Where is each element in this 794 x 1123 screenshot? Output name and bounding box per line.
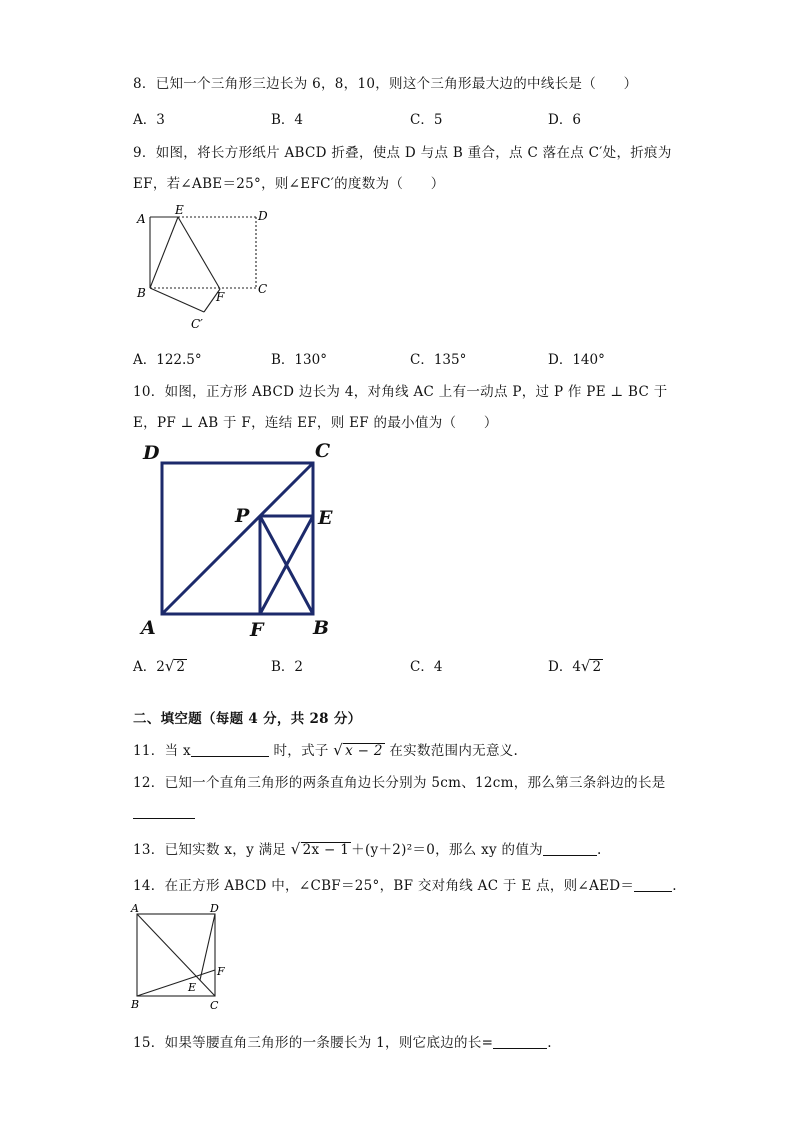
q10-option-c[interactable]: C．4	[410, 659, 443, 675]
q9-label-c-prime: C′	[191, 317, 203, 331]
q14-segment-ed	[200, 914, 215, 980]
q14-label-b: B	[131, 998, 140, 1011]
q10-option-d-radicand: 2	[592, 659, 602, 675]
sqrt-icon: √	[164, 657, 175, 675]
q10-line2: E，PF ⊥ AB 于 F，连结 EF，则 EF 的最小值为（ ）	[133, 415, 498, 431]
q13-blank[interactable]	[543, 841, 597, 856]
q10-option-a-coef: 2	[156, 659, 165, 675]
q15-post: .	[547, 1035, 552, 1051]
q11-line	[133, 739, 518, 759]
q10-option-a[interactable]	[133, 655, 187, 675]
q15-blank[interactable]	[493, 1034, 547, 1049]
q9-label-e: E	[175, 204, 184, 217]
q14-label-a: A	[131, 902, 139, 915]
q14-label-c: C	[210, 999, 219, 1012]
q11-mid: 时，式子	[273, 743, 329, 759]
q10-label-p: P	[235, 505, 250, 527]
q10-label-a: A	[141, 617, 156, 639]
q9-line2: EF，若∠ABE＝25°，则∠EFC′的度数为（ ）	[133, 176, 445, 192]
q9-label-a: A	[137, 212, 146, 226]
q9-line1: 9．如图，将长方形纸片 ABCD 折叠，使点 D 与点 B 重合，点 C 落在点 C′处，折痕为	[133, 145, 672, 161]
q8-text: 8．已知一个三角形三边长为 6，8，10，则这个三角形最大边的中线长是（ ）	[133, 76, 638, 92]
q9-option-a[interactable]: A．122.5°	[133, 352, 202, 368]
q14-label-d: D	[210, 902, 219, 915]
q10-label-d: D	[143, 442, 160, 464]
q14-line	[133, 874, 677, 894]
q10-option-a-radicand: 2	[176, 659, 185, 675]
q10-option-b[interactable]: B．2	[271, 659, 304, 675]
q14-figure	[128, 900, 232, 1016]
q9-label-b: B	[137, 286, 146, 300]
q10-label-f: F	[250, 619, 264, 641]
q10-option-a-label: A．	[133, 659, 157, 675]
q12-answer-line	[133, 804, 195, 821]
q9-label-d: D	[258, 209, 268, 223]
q15-text: 15．如果等腰直角三角形的一条腰长为 1，则它底边的长=	[133, 1035, 494, 1051]
q9-option-d[interactable]: D．140°	[548, 352, 605, 368]
q12-text: 12．已知一个直角三角形的两条直角边长分别为 5cm、12cm，那么第三条斜边的长是	[133, 775, 666, 791]
q9-segment-be	[150, 217, 178, 288]
q10-label-c: C	[315, 440, 331, 462]
q9-label-f: F	[216, 290, 225, 304]
q10-label-b: B	[313, 617, 330, 639]
q9-figure	[132, 204, 277, 336]
q10-label-e: E	[318, 507, 333, 529]
q11-radicand: x − 2	[345, 743, 383, 759]
q14-blank[interactable]	[634, 877, 672, 892]
q10-line1: 10．如图，正方形 ABCD 边长为 4，对角线 AC 上有一动点 P，过 P 作 PE ⊥ BC 于	[133, 384, 668, 400]
q14-label-f: F	[217, 965, 225, 978]
q8-option-b[interactable]: B．4	[271, 112, 304, 128]
q8-option-a[interactable]: A．3	[133, 112, 165, 128]
q13-line	[133, 838, 602, 858]
q14-text: 14．在正方形 ABCD 中，∠CBF＝25°，BF 交对角线 AC 于 E 点，则∠AED＝	[133, 878, 635, 894]
section2-title: 二、填空题（每题 4 分，共 28 分）	[133, 711, 362, 727]
q9-option-b[interactable]: B．130°	[271, 352, 327, 368]
q9-segment-bcp	[150, 288, 204, 312]
q12-blank[interactable]	[133, 804, 195, 819]
sqrt-icon: √	[333, 741, 344, 759]
q9-option-c[interactable]: C．135°	[410, 352, 467, 368]
q14-diagonal-ac	[137, 914, 215, 996]
q14-label-e: E	[188, 981, 197, 994]
q13-mid: ＋(y＋2)²＝0，那么 xy 的值为	[351, 842, 543, 858]
q9-label-c: C	[258, 282, 268, 296]
q13-pre: 13．已知实数 x，y 满足	[133, 842, 287, 858]
q10-option-d-coef: 4	[572, 659, 581, 675]
q9-segment-ef	[178, 217, 220, 289]
q14-post: .	[672, 878, 677, 894]
q13-radicand: 2x − 1	[302, 842, 350, 858]
q15-line	[133, 1031, 552, 1051]
q10-option-d[interactable]	[548, 655, 603, 675]
q8-option-d[interactable]: D．6	[548, 112, 581, 128]
q10-figure	[132, 436, 352, 646]
q11-blank[interactable]	[191, 742, 269, 757]
sqrt-icon: √	[290, 840, 301, 858]
sqrt-icon: √	[580, 657, 591, 675]
q11-post: 在实数范围内无意义.	[389, 743, 519, 759]
q10-option-d-label: D．	[548, 659, 573, 675]
q10-diagonal-ac	[162, 463, 313, 614]
q8-option-c[interactable]: C．5	[410, 112, 443, 128]
q11-pre: 11．当 x	[133, 743, 191, 759]
q13-post: .	[596, 842, 602, 858]
